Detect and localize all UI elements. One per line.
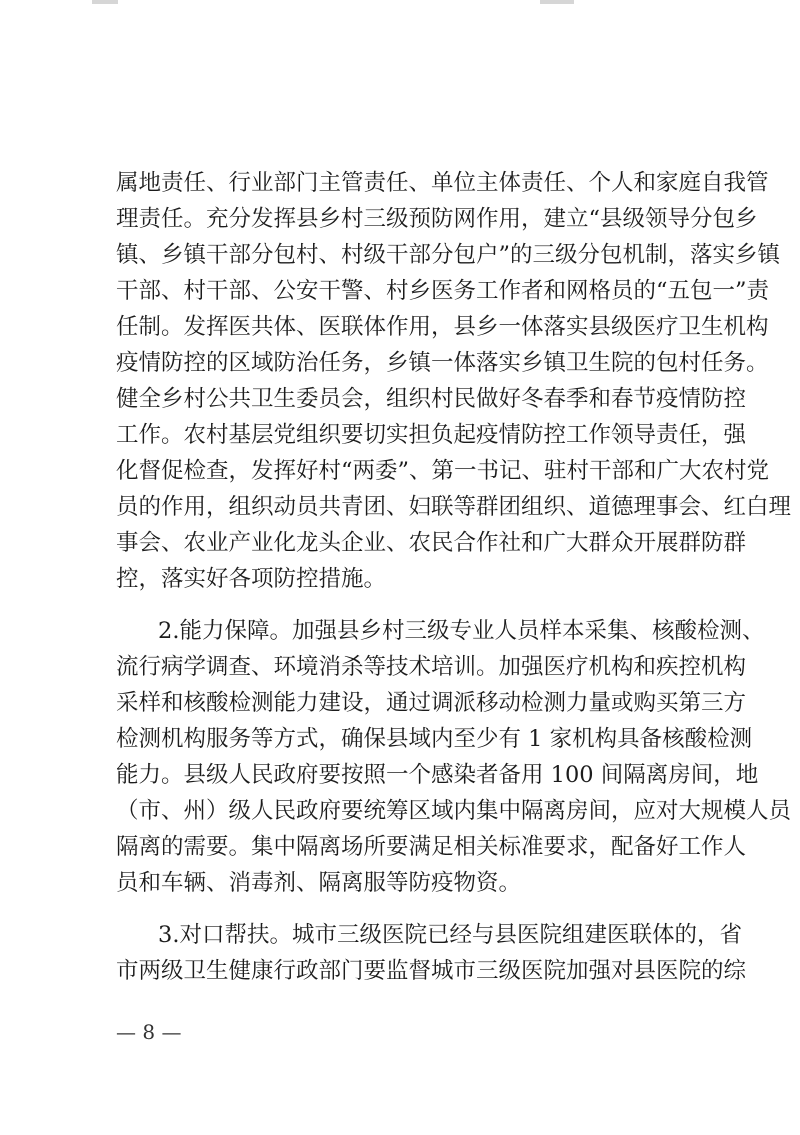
text-line: 任制。发挥医共体、医联体作用，县乡一体落实县级医疗卫生机构 [116,314,769,340]
text-line: 镇、乡镇干部分包村、村级干部分包户”的三级分包机制，落实乡镇 [116,242,781,268]
text-line: 采样和核酸检测能力建设，通过调派移动检测力量或购买第三方 [116,690,747,716]
text-line: 事会、农业产业化龙头企业、农民合作社和广大群众开展群防群 [116,530,747,556]
text-line: 市两级卫生健康行政部门要监督城市三级医院加强对县医院的综 [116,958,747,984]
text-line: 检测机构服务等方式，确保县域内至少有 1 家机构具备核酸检测 [116,726,753,752]
text-line: 流行病学调查、环境消杀等技术培训。加强医疗机构和疾控机构 [116,654,747,680]
text-line: 化督促检查，发挥好村“两委”、第一书记、驻村干部和广大农村党 [116,458,770,484]
text-line: 3.对口帮扶。城市三级医院已经与县医院组建医联体的，省 [158,922,742,948]
text-line: 工作。农村基层党组织要切实担负起疫情防控工作领导责任，强 [116,422,747,448]
text-line: 属地责任、行业部门主管责任、单位主体责任、个人和家庭自我管 [116,170,769,196]
scan-edge-mark [540,0,574,4]
scan-edge-mark [92,0,118,4]
text-line: 员的作用，组织动员共青团、妇联等群团组织、道德理事会、红白理 [116,494,792,520]
text-line: 员和车辆、消毒剂、隔离服等防疫物资。 [116,870,522,896]
page-number: — 8 — [116,1020,182,1044]
text-line: 干部、村干部、公安干警、村乡医务工作者和网格员的“五包一”责 [116,278,770,304]
text-line: 能力。县级人民政府要按照一个感染者备用 100 间隔离房间，地 [116,762,759,788]
text-line: 控，落实好各项防控措施。 [116,566,387,592]
text-line: 疫情防控的区域防治任务，乡镇一体落实乡镇卫生院的包村任务。 [116,350,769,376]
text-line: 隔离的需要。集中隔离场所要满足相关标准要求，配备好工作人 [116,834,747,860]
text-line: 2.能力保障。加强县乡村三级专业人员样本采集、核酸检测、 [158,618,765,644]
text-line: （市、州）级人民政府要统筹区域内集中隔离房间，应对大规模人员 [116,798,792,824]
text-line: 健全乡村公共卫生委员会，组织村民做好冬春季和春节疫情防控 [116,386,747,412]
text-line: 理责任。充分发挥县乡村三级预防网作用，建立“县级领导分包乡 [116,206,758,232]
